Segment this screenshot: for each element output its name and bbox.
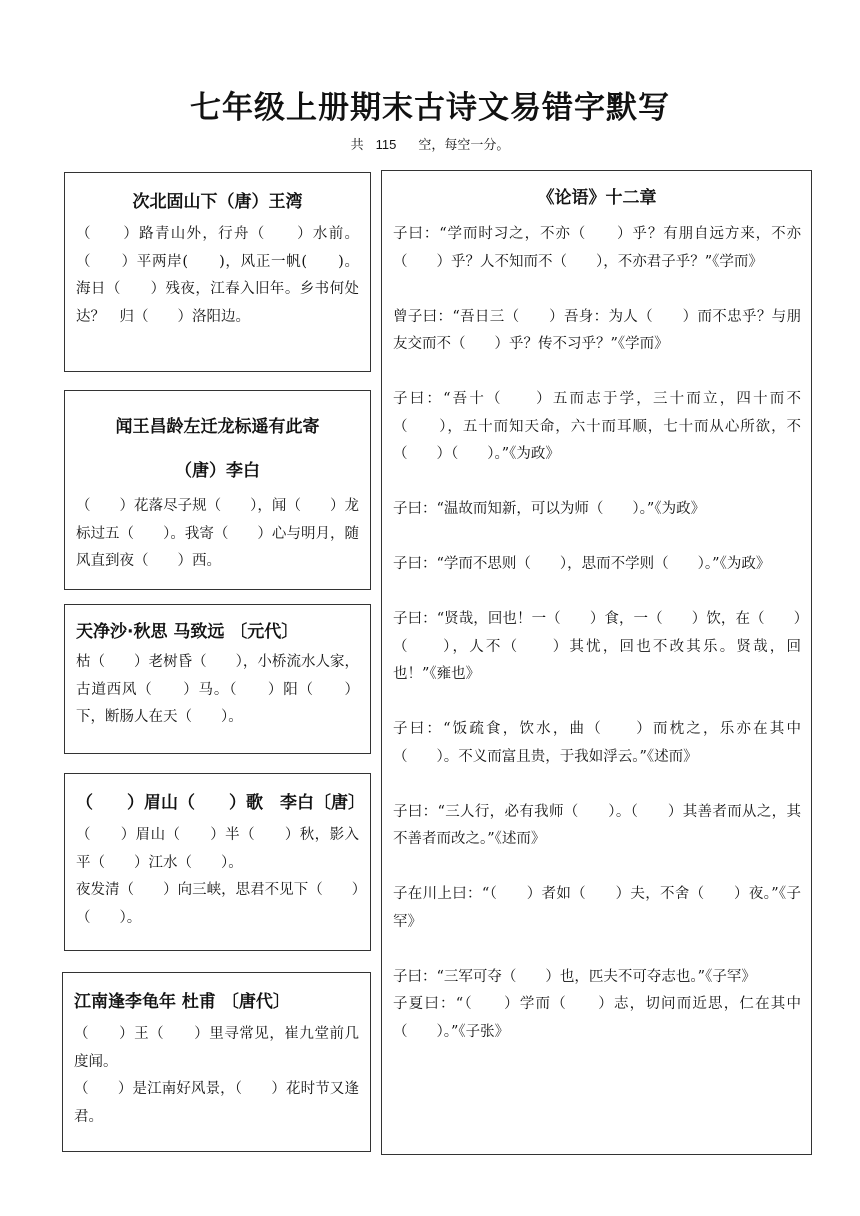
poem-text: （ ）路青山外，行舟（ ）水前。（ ）平两岸( )，风正一帆( )。海日（ ）残夜，江春入旧年。乡书何处达？ 归（ ）洛阳边。 xyxy=(76,226,359,325)
poem-text-line: （ ）王（ ）里寻常见，崔九堂前几度闻。 xyxy=(74,1026,359,1070)
poem-heading: 江南逢李龟年 杜甫 〔唐代〕 xyxy=(74,992,290,1012)
poem-box-wenwangchangling xyxy=(64,390,371,590)
poem-text-line: （ ）眉山（ ）半（ ）秋，影入平（ ）江水（ ）。 xyxy=(76,827,359,871)
lunyu-paragraph: 子在川上曰：“（ ）者如（ ）夫，不舍（ ）夜。”《子罕》 xyxy=(393,886,801,930)
poem-text: （ ）花落尽子规（ ），闻（ ）龙标过五（ ）。我寄（ ）心与明月，随风直到夜（ ）西。 xyxy=(76,498,359,569)
lunyu-heading: 《论语》十二章 xyxy=(537,188,657,208)
lunyu-box xyxy=(381,170,812,1155)
poem-heading-author: （唐）李白 xyxy=(175,461,260,481)
poem-heading: 次北固山下（唐）王湾 xyxy=(132,192,303,212)
poem-text: 枯（ ）老树昏（ ），小桥流水人家，古道西风（ ）马。（ ）阳（ ）下，断肠人在天（ ）。 xyxy=(76,654,359,725)
lunyu-paragraph: 子曰：“三人行，必有我师（ ）。（ ）其善者而从之，其不善者而改之。”《述而》 xyxy=(393,803,801,847)
lunyu-paragraph: 子曰：“吾十（ ）五而志于学，三十而立，四十而不（ ），五十而知天命，六十而耳顺，七十而从心所欲，不（ ）（ ）。”《为政》 xyxy=(393,391,801,462)
subtitle-suffix: 空，每空一分。 xyxy=(418,138,510,153)
page-title: 七年级上册期末古诗文易错字默写 xyxy=(190,90,670,126)
poem-heading: 闻王昌龄左迁龙标遥有此寄 xyxy=(115,417,320,437)
poem-box-jiangnanfengliguinian xyxy=(62,972,371,1152)
lunyu-paragraph: 子曰：“学而不思则（ ），思而不学则（ ）。”《为政》 xyxy=(393,556,771,572)
poem-text-line: （ ）是江南好风景，（ ）花时节又逢君。 xyxy=(74,1081,359,1125)
lunyu-paragraph: 子曰：“学而时习之，不亦（ ）乎？有朋自远方来，不亦（ ）乎？人不知而不（ ），不亦君子乎？”《学而》 xyxy=(393,226,801,270)
subtitle-prefix: 共 xyxy=(350,138,364,153)
lunyu-paragraph: 子曰：“饭疏食，饮水，曲（ ）而枕之，乐亦在其中（ ）。不义而富且贵，于我如浮云。”《述而》 xyxy=(393,721,801,765)
poem-text-line: 夜发清（ ）向三峡，思君不见下（ ）（ ）。 xyxy=(76,882,359,926)
poem-heading: 天净沙·秋思 马致远 〔元代〕 xyxy=(76,622,299,642)
poem-box-emeishanyuege xyxy=(64,773,371,951)
poem-box-cibeigushanxia xyxy=(64,172,371,372)
lunyu-paragraph: 子曰：“温故而知新，可以为师（ ）。”《为政》 xyxy=(393,501,706,517)
lunyu-paragraph: 子曰：“三军可夺（ ）也，匹夫不可夺志也。”《子罕》 xyxy=(393,968,756,985)
page-subtitle xyxy=(0,134,860,153)
lunyu-paragraph: 子曰：“贤哉，回也！一（ ）食，一（ ）饮，在（ ）（ ），人不（ ）其忧，回也不改其乐。贤哉，回也！”《雍也》 xyxy=(393,611,801,682)
lunyu-paragraph: 子夏曰：“（ ）学而（ ）志，切问而近思，仁在其中（ ）。”《子张》 xyxy=(393,996,801,1040)
poem-heading: （ ）眉山（ ）歌 李白〔唐〕 xyxy=(76,793,365,813)
blank-count: 115 xyxy=(375,137,397,152)
poem-box-tianjingsha xyxy=(64,604,371,754)
lunyu-paragraph: 曾子曰：“吾日三（ ）吾身：为人（ ）而不忠乎？与朋友交而不（ ）乎？传不习乎？”《学而》 xyxy=(393,308,801,352)
